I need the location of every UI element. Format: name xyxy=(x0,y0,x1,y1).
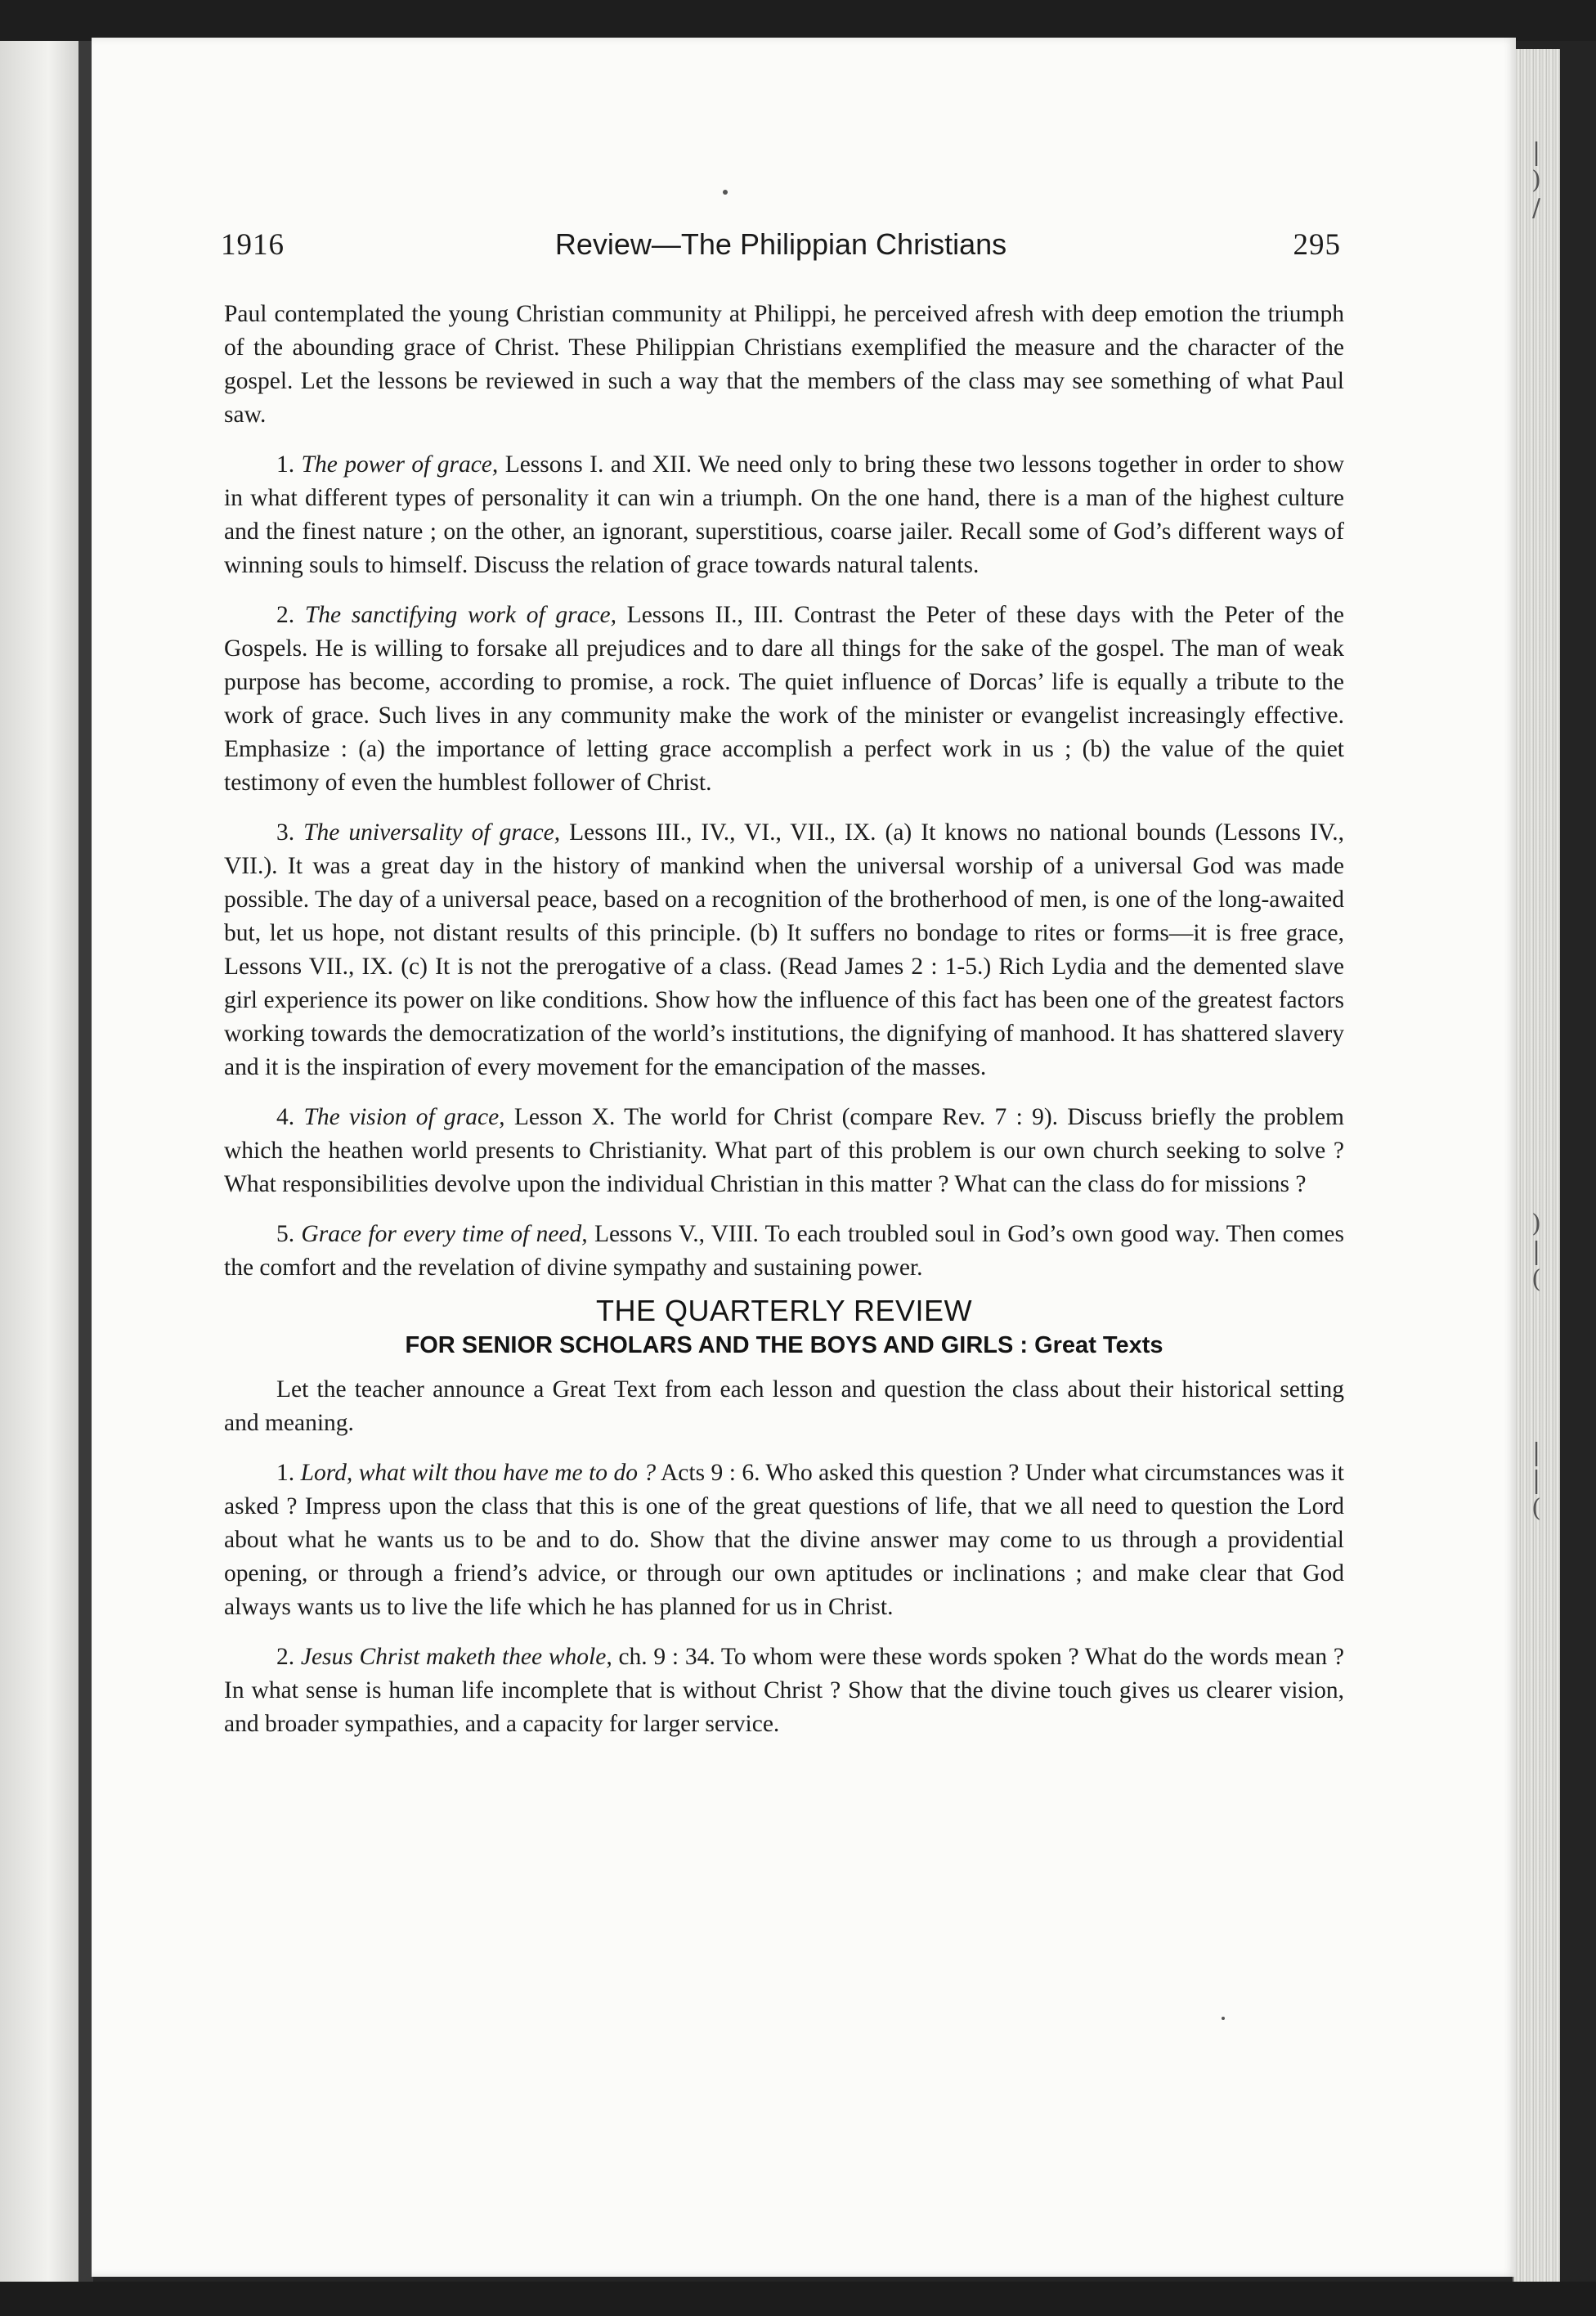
item-number: 2. xyxy=(276,1644,295,1670)
great-text-item-2 xyxy=(224,1640,1344,1741)
item-number: 4. xyxy=(276,1104,295,1130)
dust-speck xyxy=(723,190,728,195)
review-item-2 xyxy=(224,599,1344,800)
item-body: Lessons I. and XII. We need only to bring these two lessons together in order to show in what different types of personality it can win a triumph. On the one hand, there is a man of the highest culture and the finest nature ; on the other, an ignorant, superstitious, coarse jailer. Recall some of God’s different ways of winning souls to himself. Discuss the relation of grace towards natural talents. xyxy=(224,451,1345,578)
header-title: Review—The Philippian Christians xyxy=(554,227,1007,261)
item-number: 1. xyxy=(276,1460,295,1486)
item-title: The sanctifying work of grace, xyxy=(304,602,616,628)
item-body: Lessons II., III. Contrast the Peter of these days with the Peter of the Gospels. He is willing to forsake all prejudices and to dare all things for the sake of the gospel. The man of weak purpose has become, according to promise, a rock. The quiet influence of Dorcas’ life is equally a tribute to the work of grace. Such lives in any community make the work of the minister or evangelist increasingly effective. Emphasize : (a) the importance of letting grace accomplish a perfect work in us ; (b) the value of the quiet testimony of even the humblest follower of Christ. xyxy=(224,602,1344,796)
scan-border-top xyxy=(0,0,1596,41)
item-body: Acts 9 : 6. Who asked this question ? Under what circumstances was it asked ? Impress upon the class that this is one of the great questions of life, that we all need to question the Lord about what he wants us to be and to do. Show that the divine answer may come to us through a providential opening, or through a friend’s advice, or through our own aptitudes or inclinations ; and make clear that God always wants us to live the life which he has planned for us in Christ. xyxy=(224,1460,1345,1620)
edge-mark-top: | ) / xyxy=(1531,138,1541,222)
item-number: 2. xyxy=(276,602,295,628)
scan-border-bottom xyxy=(0,2282,1596,2316)
item-body: Lesson X. The world for Christ (compare Rev. 7 : 9). Discuss briefly the problem which the heathen world presents to Christianity. What part of this problem is our own church seeking to solve ? What responsibilities devolve upon the individual Christian in this matter ? What can the class do for missions ? xyxy=(224,1104,1344,1197)
great-text-quote: Lord, what wilt thou have me to do ? xyxy=(300,1460,657,1486)
section-subheading: FOR SENIOR SCHOLARS AND THE BOYS AND GIRLS : Great Texts xyxy=(405,1332,1163,1358)
edge-mark-middle: ) | ( xyxy=(1531,1210,1541,1294)
item-body: Lessons III., IV., VI., VII., IX. (a) It knows no national bounds (Lessons IV., VII.). It was a great day in the history of mankind when the universal worship of a universal God was made possible. The day of a universal peace, based on a recognition of the brotherhood of men, is one of the long-awaited but, let us hope, not distant results of this principle. (b) It suffers no bondage to rites or forms—it is free grace, Lessons VII., IX. (c) It is not the prerogative of a class. (Read James 2 : 1-5.) Rich Lydia and the demented slave girl experience its power on like conditions. Show how the influence of this fact has been one of the greatest factors working towards the democratization of the world’s institutions, the dignifying of manhood. It has shattered slavery and it is the inspiration of every movement for the emancipation of the masses. xyxy=(224,819,1344,1080)
review-item-3 xyxy=(224,816,1344,1084)
edge-mark-lower: | | ( xyxy=(1531,1439,1541,1523)
item-number: 3. xyxy=(276,819,295,846)
item-title: The vision of grace, xyxy=(303,1104,505,1130)
item-body: Lessons V., VIII. To each troubled soul in God’s own good way. Then comes the comfort and the revelation of divine sympathy and sustaining power. xyxy=(224,1221,1345,1281)
intro-paragraph: Paul contemplated the young Christian community at Philippi, he perceived afresh with deep emotion the triumph of the abounding grace of Christ. These Philippian Christians exemplified the measure and the character of the gospel. Let the lessons be reviewed in such a way that the members of the class may see something of what Paul saw. xyxy=(224,301,1344,428)
main-text xyxy=(224,298,1344,1757)
item-title: The universality of grace, xyxy=(303,819,561,846)
item-title: The power of grace, xyxy=(301,451,499,478)
item-number: 1. xyxy=(276,451,295,478)
review-item-1 xyxy=(224,448,1344,582)
item-body: ch. 9 : 34. To whom were these words spoken ? What do the words mean ? In what sense is human life incomplete that is without Christ ? Show that the divine touch gives us clearer vision, and broader sympathies, and a capacity for larger service. xyxy=(224,1644,1345,1737)
item-title: Grace for every time of need, xyxy=(301,1221,588,1247)
header-year: 1916 xyxy=(221,228,285,262)
facing-page-edge xyxy=(0,41,88,2286)
great-text-item-1 xyxy=(224,1456,1344,1624)
great-text-quote: Jesus Christ maketh thee whole, xyxy=(300,1644,612,1670)
section-intro: Let the teacher announce a Great Text from each lesson and question the class about their historical setting and meaning. xyxy=(224,1376,1344,1436)
review-item-4 xyxy=(224,1101,1344,1201)
dust-speck xyxy=(1222,2017,1225,2020)
review-item-5 xyxy=(224,1218,1344,1285)
page-stack-edge xyxy=(1513,49,1560,2290)
page-number: 295 xyxy=(1293,228,1341,262)
section-heading: THE QUARTERLY REVIEW xyxy=(595,1294,973,1327)
item-number: 5. xyxy=(276,1221,295,1247)
running-head xyxy=(221,227,1341,268)
